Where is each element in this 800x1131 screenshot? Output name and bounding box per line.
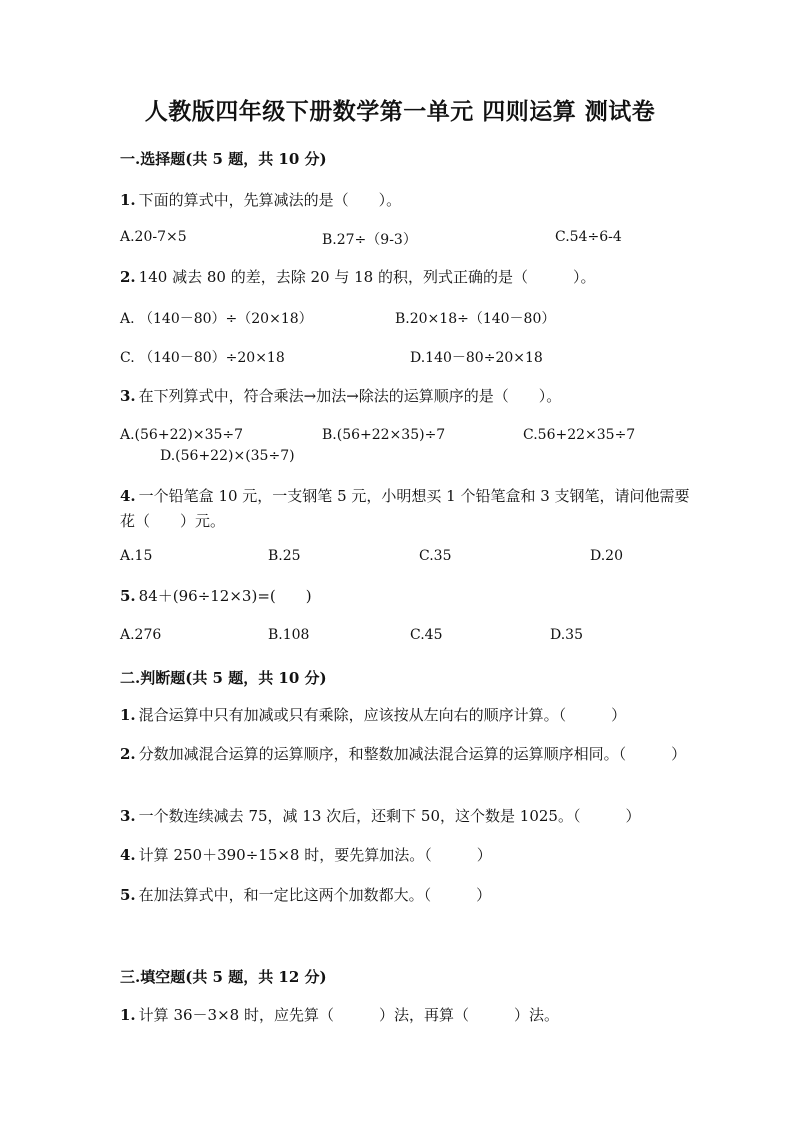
option-c: C.54÷6-4 xyxy=(555,229,622,245)
section-heading-choice: 一.选择题(共 5 题，共 10 分) xyxy=(120,150,327,168)
question-text xyxy=(120,584,700,609)
section-heading-judgement: 二.判断题(共 5 题，共 10 分) xyxy=(120,669,327,687)
question-body: 分数加减混合运算的运算顺序，和整数加减法混合运算的运算顺序相同。（ ） xyxy=(138,745,687,763)
option-a: A.(56+22)×35÷7 xyxy=(120,427,244,443)
question-text xyxy=(120,804,700,829)
question-body: 84＋(96÷12×3)=( ) xyxy=(138,587,312,605)
question-body: 计算 250＋390÷15×8 时，要先算加法。（ ） xyxy=(138,846,492,864)
option-b: B.27÷（9-3） xyxy=(322,232,417,248)
question-text xyxy=(120,265,700,290)
question-number: 3. xyxy=(120,387,136,405)
question-body: 计算 36－3×8 时，应先算（ ）法，再算（ ）法。 xyxy=(138,1006,559,1024)
question-text xyxy=(120,384,700,409)
question-text xyxy=(120,1003,700,1028)
question-body: 一个铅笔盒 10 元，一支钢笔 5 元，小明想买 1 个铅笔盒和 3 支钢笔，请问他需要花（ ）元。 xyxy=(120,487,690,530)
question-number: 2. xyxy=(120,268,136,286)
question-text xyxy=(120,843,700,868)
option-b: B.25 xyxy=(268,548,301,564)
option-b: B.108 xyxy=(268,627,310,643)
option-d: D.20 xyxy=(590,548,623,564)
question-number: 4. xyxy=(120,846,136,864)
question-body: 在加法算式中，和一定比这两个加数都大。（ ） xyxy=(138,886,492,904)
question-text xyxy=(120,188,700,213)
option-c: C. （140－80）÷20×18 xyxy=(120,350,285,366)
question-number: 2. xyxy=(120,745,136,763)
question-text xyxy=(120,742,700,767)
option-d: D.140－80÷20×18 xyxy=(410,350,543,366)
question-text xyxy=(120,883,700,908)
option-d: D.(56+22)×(35÷7) xyxy=(160,448,295,464)
option-b: B.20×18÷（140－80） xyxy=(395,311,556,327)
question-body: 140 减去 80 的差，去除 20 与 18 的积，列式正确的是（ ）。 xyxy=(138,268,596,286)
option-c: C.35 xyxy=(419,548,452,564)
question-body: 在下列算式中，符合乘法→加法→除法的运算顺序的是（ ）。 xyxy=(138,387,562,405)
option-a: A.276 xyxy=(120,627,162,643)
option-a: A.20-7×5 xyxy=(120,229,187,245)
question-text xyxy=(120,703,700,728)
option-c: C.56+22×35÷7 xyxy=(523,427,636,443)
question-number: 5. xyxy=(120,886,136,904)
section-heading-fill-blank: 三.填空题(共 5 题，共 12 分) xyxy=(120,968,327,986)
question-number: 3. xyxy=(120,807,136,825)
question-body: 一个数连续减去 75，减 13 次后，还剩下 50，这个数是 1025。（ ） xyxy=(138,807,641,825)
page-title: 人教版四年级下册数学第一单元 四则运算 测试卷 xyxy=(144,98,656,125)
option-a: A.15 xyxy=(120,548,153,564)
question-number: 5. xyxy=(120,587,136,605)
option-d: D.35 xyxy=(550,627,583,643)
question-number: 1. xyxy=(120,706,136,724)
question-number: 1. xyxy=(120,191,136,209)
question-number: 1. xyxy=(120,1006,136,1024)
option-c: C.45 xyxy=(410,627,443,643)
option-b: B.(56+22×35)÷7 xyxy=(322,427,446,443)
question-body: 混合运算中只有加减或只有乘除，应该按从左向右的顺序计算。（ ） xyxy=(138,706,627,724)
question-text xyxy=(120,484,700,534)
question-body: 下面的算式中，先算减法的是（ ）。 xyxy=(138,191,402,209)
question-number: 4. xyxy=(120,487,136,505)
option-a: A. （140－80）÷（20×18） xyxy=(120,311,313,327)
